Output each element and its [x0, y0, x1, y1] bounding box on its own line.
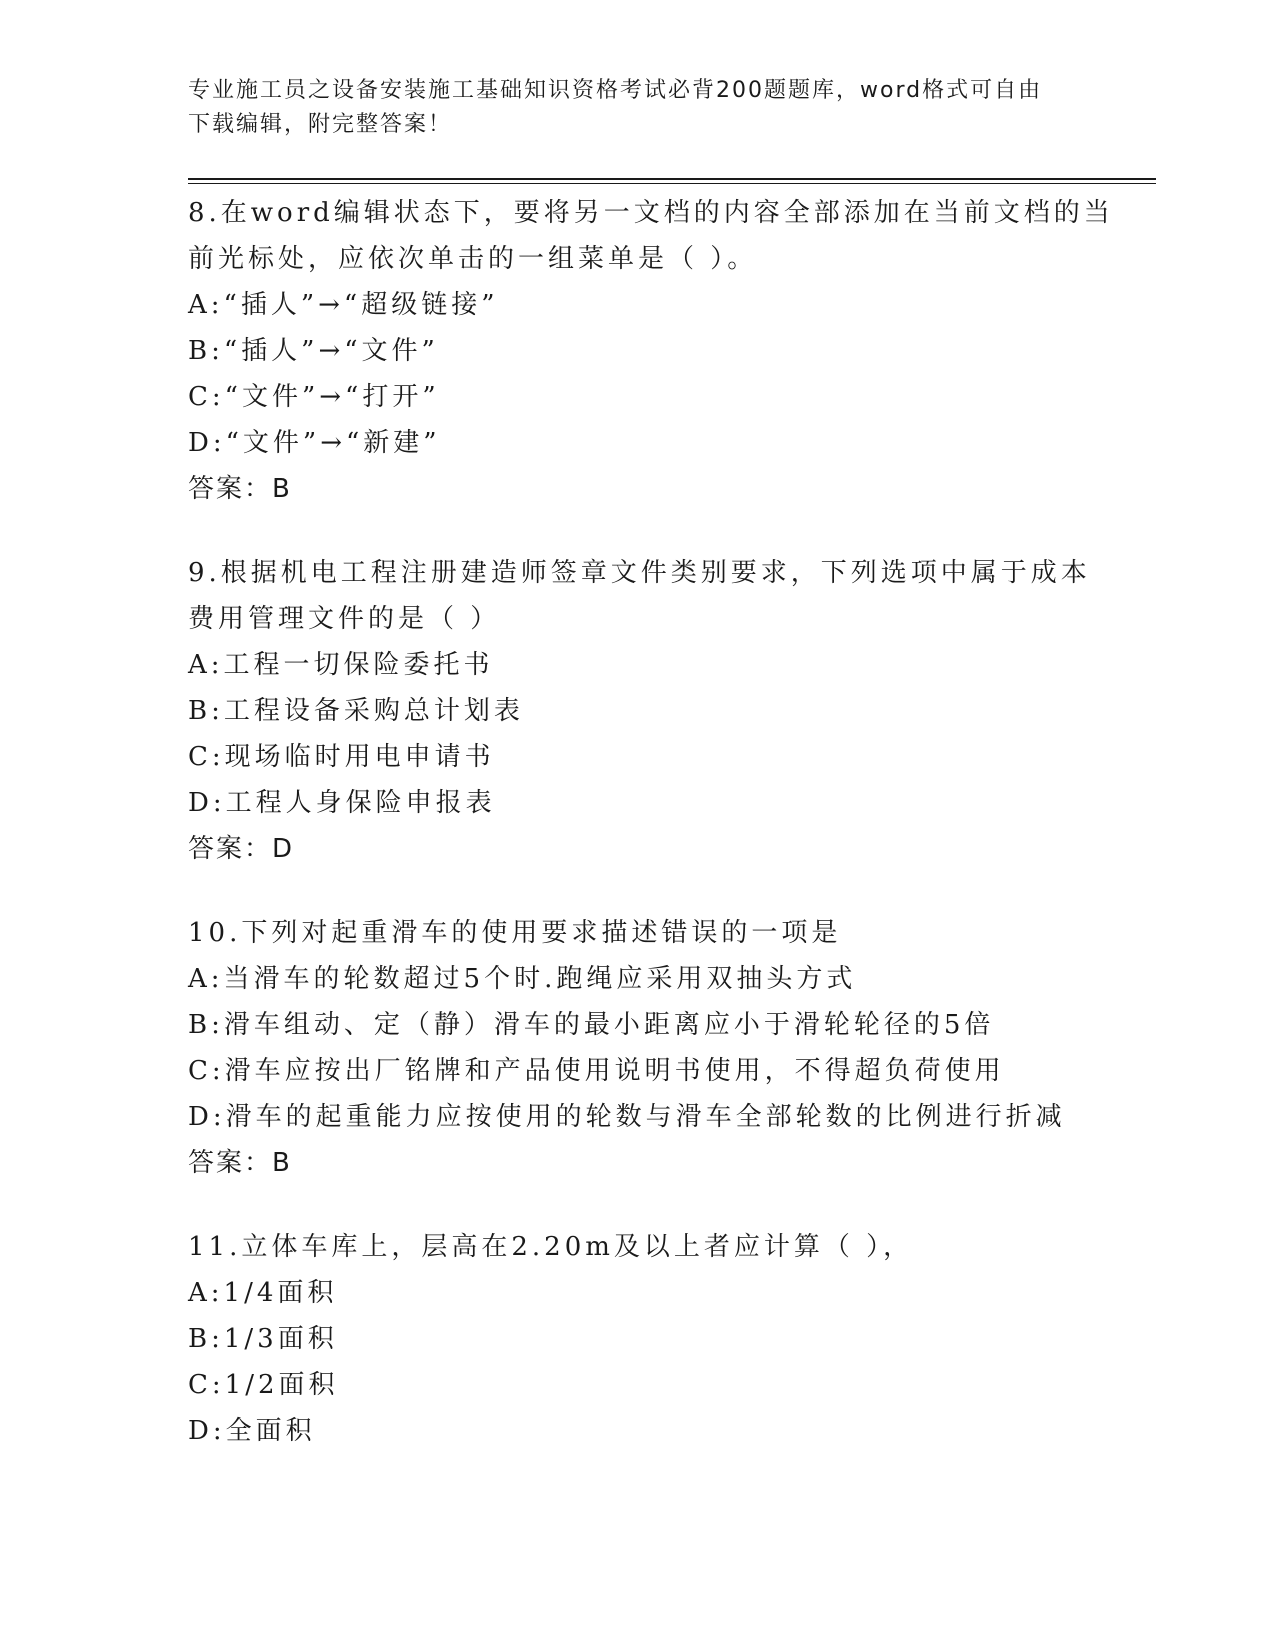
header-line-1: 专业施工员之设备安装施工基础知识资格考试必背200题题库，word格式可自由 [188, 78, 1043, 103]
answer: 答案：B [188, 474, 292, 504]
answer: 答案：D [188, 834, 295, 864]
option-c: C:1/2面积 [188, 1370, 339, 1400]
question-stem: 前光标处，应依次单击的一组菜单是（ ）。 [188, 244, 758, 274]
option-d: D:全面积 [188, 1416, 316, 1446]
header-rule-thick [188, 178, 1156, 180]
option-b: B:滑车组动、定（静）滑车的最小距离应小于滑轮轮径的5倍 [188, 1010, 995, 1040]
option-b: B:工程设备采购总计划表 [188, 696, 524, 726]
option-d: D:工程人身保险申报表 [188, 788, 496, 818]
header-rule-thin [188, 183, 1156, 184]
spacer [188, 512, 1128, 550]
option-c: C:滑车应按出厂铭牌和产品使用说明书使用，不得超负荷使用 [188, 1056, 1005, 1086]
header-line-2: 下载编辑，附完整答案！ [188, 112, 453, 137]
option-a: A:1/4面积 [188, 1278, 338, 1308]
spacer [188, 872, 1128, 910]
question-stem: 9.根据机电工程注册建造师签章文件类别要求，下列选项中属于成本 [188, 558, 1091, 588]
option-b: B:“插人”→“文件” [188, 336, 439, 366]
question-11 [188, 1224, 1128, 1454]
question-stem: 10.下列对起重滑车的使用要求描述错误的一项是 [188, 918, 842, 948]
option-a: A:工程一切保险委托书 [188, 650, 494, 680]
question-stem: 8.在word编辑状态下，要将另一文档的内容全部添加在当前文档的当 [188, 198, 1114, 228]
option-d: D:“文件”→“新建” [188, 428, 441, 458]
document-header [188, 74, 1088, 142]
question-10 [188, 910, 1128, 1186]
question-9 [188, 550, 1128, 872]
question-list [188, 190, 1128, 1454]
option-a: A:当滑车的轮数超过5个时.跑绳应采用双抽头方式 [188, 964, 857, 994]
option-c: C:“文件”→“打开” [188, 382, 440, 412]
question-stem: 费用管理文件的是（ ） [188, 604, 501, 634]
question-8 [188, 190, 1128, 512]
option-d: D:滑车的起重能力应按使用的轮数与滑车全部轮数的比例进行折减 [188, 1102, 1066, 1132]
option-b: B:1/3面积 [188, 1324, 338, 1354]
option-a: A:“插人”→“超级链接” [188, 290, 499, 320]
question-stem: 11.立体车库上，层高在2.20m及以上者应计算（ ）， [188, 1232, 914, 1262]
answer: 答案：B [188, 1148, 292, 1178]
spacer [188, 1186, 1128, 1224]
option-c: C:现场临时用电申请书 [188, 742, 495, 772]
